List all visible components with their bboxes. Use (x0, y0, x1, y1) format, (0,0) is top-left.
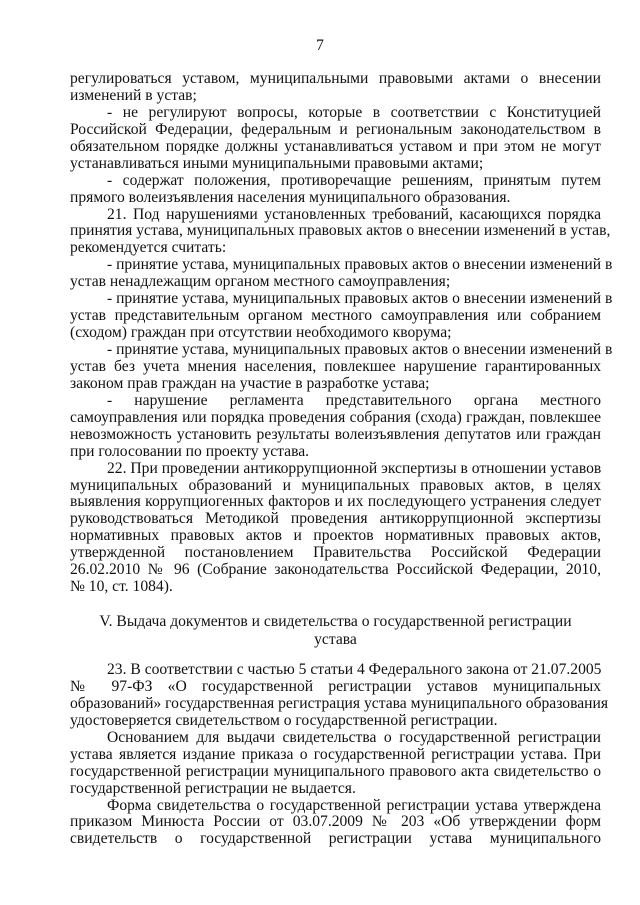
text-line: самоуправления или порядка проведения собрания (схода) граждан, повлекшее (70, 408, 601, 426)
text-line: - нарушение регламента представительного органа местного (107, 391, 601, 409)
text-line: - не регулируют вопросы, которые в соответствии с Конституцией (107, 103, 601, 121)
text-line: № 10, ст. 1084). (70, 578, 173, 596)
section-heading-line: V. Выдача документов и свидетельства о государственной регистрации (99, 613, 572, 630)
body-text (70, 70, 613, 596)
text-line: 21. Под нарушениями установленных требований, касающихся порядка (107, 205, 601, 223)
section-text (70, 661, 609, 848)
text-line: устанавливаться иными муниципальными правовыми актами; (70, 154, 484, 172)
text-line: устав ненадлежащим органом местного самоуправления; (70, 273, 451, 291)
text-line: - принятие устава, муниципальных правовых актов о внесении изменений в (107, 290, 613, 308)
text-line: рекомендуется считать: (70, 239, 227, 257)
text-line: свидетельств о государственной регистрации устава муниципального (70, 830, 601, 848)
text-line: муниципальных образований и муниципальных правовых актов, в целях (70, 476, 601, 494)
text-line: 22. При проведении антикоррупционной экспертизы в отношении уставов (107, 459, 602, 477)
text-line: Российской Федерации, федеральным и региональным законодательством в (70, 120, 601, 138)
text-line: при голосовании по проекту устава. (70, 442, 310, 460)
text-line: 23. В соответствии с частью 5 статьи 4 Федерального закона от 21.07.2005 (107, 661, 602, 678)
text-line: изменений в устав; (70, 86, 197, 104)
text-line: образований» государственная регистрация устава муниципального образования (70, 694, 609, 712)
text-line: устав представительным органом местного самоуправления или собранием (70, 307, 601, 325)
text-line: - принятие устава, муниципальных правовых актов о внесении изменений в (107, 341, 613, 358)
text-line: руководствоваться Методикой проведения антикоррупционной экспертизы (70, 510, 601, 528)
text-line: 26.02.2010 № 96 (Собрание законодательства Российской Федерации, 2010, (70, 561, 601, 579)
text-line: № 97-ФЗ «О государственной регистрации уставов муниципальных (70, 677, 601, 695)
text-line: прямого волеизъявления населения муниципального образования. (70, 188, 511, 206)
text-line: утвержденной постановлением Правительства Российской Федерации (70, 544, 601, 562)
text-line: устав без учета мнения населения, повлекшее нарушение гарантированных (70, 357, 601, 375)
text-line: законом прав граждан на участие в разработке устава; (70, 374, 430, 392)
text-line: устава является издание приказа о государственной регистрации устава. При (70, 745, 601, 763)
text-line: государственной регистрации муниципального правового акта свидетельство о (70, 762, 601, 780)
text-line: государственной регистрации не выдается. (70, 779, 356, 797)
section-heading (70, 613, 601, 649)
text-line: регулироваться уставом, муниципальными правовыми актами о внесении (70, 70, 601, 87)
text-line: (сходом) граждан при отсутствии необходимого кворума; (70, 324, 452, 342)
text-line: приказом Минюста России от 03.07.2009 № 203 «Об утверждении форм (70, 813, 601, 831)
text-line: удостоверяется свидетельством о государственной регистрации. (70, 711, 498, 729)
text-line: - принятие устава, муниципальных правовых актов о внесении изменений в (107, 256, 613, 274)
text-line: невозможность установить результаты волеизъявления депутатов или граждан (70, 425, 601, 443)
text-line: - содержат положения, противоречащие решениям, принятым путем (107, 171, 601, 189)
page-number: 7 (316, 37, 324, 54)
text-line: обязательном порядке должны устанавливаться уставом и при этом не могут (70, 137, 601, 155)
text-line: Форма свидетельства о государственной регистрации устава утверждена (107, 796, 601, 814)
text-line: принятия устава, муниципальных правовых актов о внесении изменений в устав, (70, 222, 611, 240)
text-line: нормативных правовых актов и проектов нормативных правовых актов, (70, 527, 601, 545)
text-line: выявления коррупциогенных факторов и их последующего устранения следует (70, 493, 601, 511)
section-heading-line: устава (314, 631, 357, 648)
text-line: Основанием для выдачи свидетельства о государственной регистрации (107, 728, 601, 746)
